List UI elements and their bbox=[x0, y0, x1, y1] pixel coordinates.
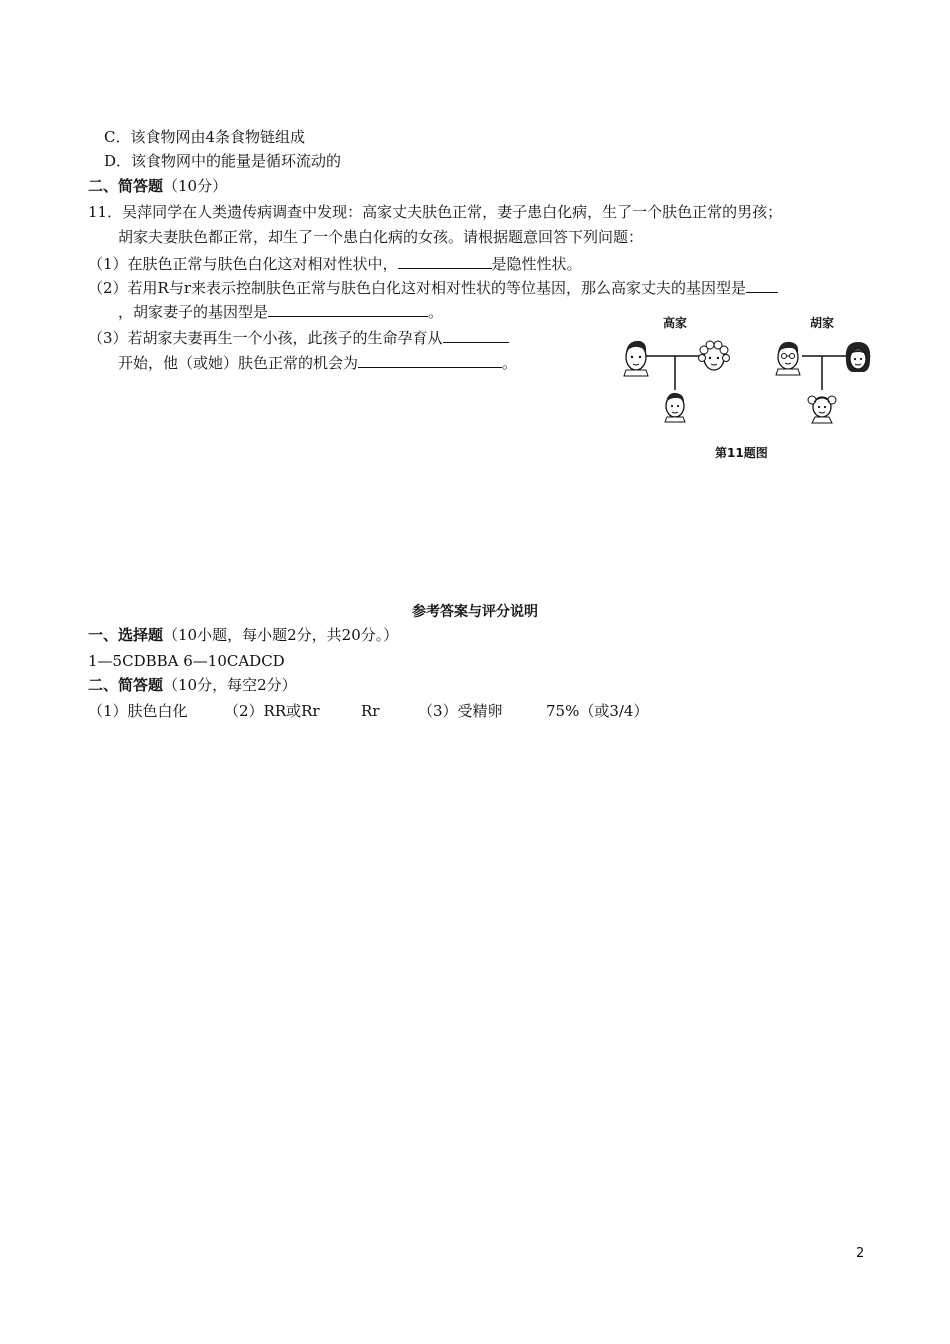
answer-item-3: Rr bbox=[361, 702, 380, 720]
q11-part1-end: 是隐性性状。 bbox=[491, 255, 582, 273]
family-gao-label: 高家 bbox=[663, 316, 688, 330]
answers-section2-heading bbox=[88, 675, 297, 695]
answer-blank-5[interactable] bbox=[358, 352, 502, 368]
option-c: C．该食物网由4条食物链组成 bbox=[104, 128, 306, 146]
q11-part2-line1 bbox=[88, 277, 778, 298]
answer-item-5: 75%（或3/4） bbox=[546, 702, 649, 720]
gao-husband-face-icon bbox=[624, 341, 648, 376]
answer-item-4: （3）受精卵 bbox=[418, 702, 503, 720]
q11-part2-line2 bbox=[118, 301, 443, 322]
gao-son-face-icon bbox=[665, 393, 685, 422]
page-number: 2 bbox=[856, 1246, 865, 1261]
q11-part3-end: 。 bbox=[502, 354, 518, 372]
pedigree-figure bbox=[612, 306, 894, 471]
q11-part2-text2: ，胡家妻子的基因型是 bbox=[118, 303, 269, 321]
answers-s1-points: （10小题，每小题2分，共20分。） bbox=[163, 626, 399, 644]
answers-s2-title: 二、简答题 bbox=[88, 676, 164, 694]
answers-title: 参考答案与评分说明 bbox=[412, 604, 538, 620]
answers-s2-points: （10分，每空2分） bbox=[163, 676, 297, 694]
q11-part3-line2 bbox=[118, 352, 517, 373]
answer-item-2: （2）RR或Rr bbox=[224, 702, 320, 720]
answers-s1-title: 一、选择题 bbox=[88, 626, 164, 644]
answer-blank-4[interactable] bbox=[443, 327, 509, 343]
q11-part1-text: （1）在肤色正常与肤色白化这对相对性状中， bbox=[88, 255, 398, 273]
q11-part3-text2: 开始，他（或她）肤色正常的机会为 bbox=[118, 354, 359, 372]
q11-part3-text: （3）若胡家夫妻再生一个小孩，此孩子的生命孕育从 bbox=[88, 329, 443, 347]
figure-caption: 第11题图 bbox=[715, 446, 768, 460]
section2-title: 二、简答题 bbox=[88, 177, 164, 195]
answers-section1-heading bbox=[88, 625, 398, 645]
hu-husband-face-icon bbox=[776, 342, 800, 375]
section2-heading bbox=[88, 176, 227, 196]
option-d: D．该食物网中的能量是循环流动的 bbox=[104, 152, 342, 170]
q11-stem-line1: 11．吴萍同学在人类遗传病调查中发现：高家丈夫肤色正常，妻子患白化病，生了一个肤色正常的男孩； bbox=[88, 203, 783, 221]
q11-part1 bbox=[88, 253, 582, 274]
q11-part2-end: 。 bbox=[428, 303, 444, 321]
answer-blank-1[interactable] bbox=[398, 253, 492, 269]
hu-wife-face-icon bbox=[846, 342, 871, 372]
answers-section1-values: 1—5CDBBA 6—10CADCD bbox=[88, 652, 285, 670]
q11-part3-line1 bbox=[88, 327, 509, 348]
answer-blank-2[interactable] bbox=[746, 277, 778, 293]
q11-part2-text: （2）若用R与r来表示控制肤色正常与肤色白化这对相对性状的等位基因，那么高家丈夫的基因型是 bbox=[88, 279, 747, 297]
section2-points: （10分） bbox=[163, 177, 228, 195]
answer-item-1: （1）肤色白化 bbox=[88, 702, 188, 720]
pedigree-drawing bbox=[612, 330, 894, 460]
q11-stem-line2: 胡家夫妻肤色都正常，却生了一个患白化病的女孩。请根据题意回答下列问题： bbox=[118, 228, 644, 246]
hu-daughter-face-icon bbox=[808, 396, 836, 423]
answer-blank-3[interactable] bbox=[268, 301, 428, 317]
family-hu-label: 胡家 bbox=[810, 316, 835, 330]
gao-wife-face-icon bbox=[699, 341, 730, 370]
